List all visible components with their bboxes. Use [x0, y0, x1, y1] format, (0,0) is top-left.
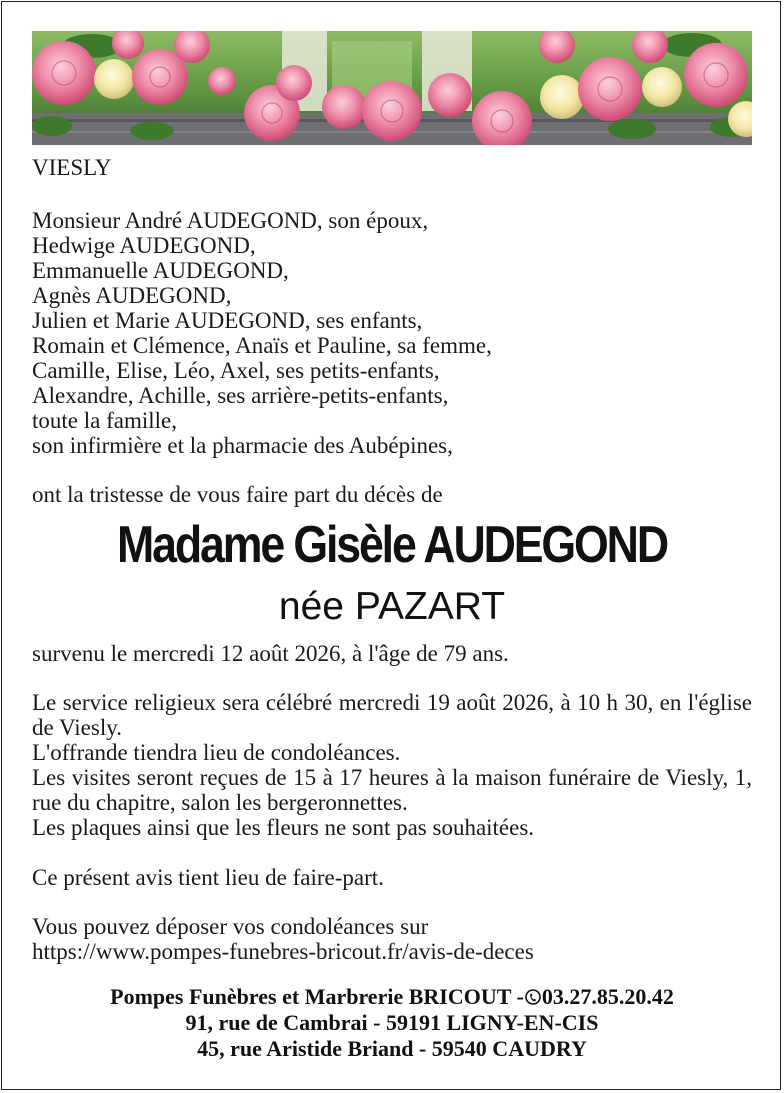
family-line: son infirmière et la pharmacie des Aubépines,	[32, 433, 453, 458]
address-line-2: 45, rue Aristide Briand - 59540 CAUDRY	[197, 1036, 587, 1061]
family-line: Emmanuelle AUDEGOND,	[32, 258, 289, 283]
address-line-1: 91, rue de Cambrai - 59191 LIGNY-EN-CIS	[185, 1010, 599, 1035]
phone-icon	[525, 988, 541, 1006]
deceased-name: Madame Gisèle AUDEGOND	[117, 516, 667, 574]
family-line: Julien et Marie AUDEGOND, ses enfants,	[32, 308, 423, 333]
family-line: Agnès AUDEGOND,	[32, 283, 232, 308]
announcement: ont la tristesse de vous faire part du décès de	[32, 482, 443, 507]
family-line: Hedwige AUDEGOND,	[32, 233, 256, 258]
notice-text: Ce présent avis tient lieu de faire-part.	[32, 865, 384, 890]
roses-banner	[32, 31, 752, 145]
funeral-home-footer	[0, 984, 784, 1062]
date-line: survenu le mercredi 12 août 2026, à l'âge de 79 ans.	[32, 641, 509, 666]
town-name: VIESLY	[32, 155, 112, 180]
offering-text: L'offrande tiendra lieu de condoléances.	[32, 740, 401, 765]
ceremony-text: Le service religieux sera célébré mercredi 19 août 2026, à 10 h 30, en l'église de Viesly.	[32, 690, 752, 740]
family-line: toute la famille,	[32, 408, 177, 433]
roses-image	[32, 31, 752, 145]
maiden-name: née PAZART	[278, 585, 506, 628]
service-details	[32, 690, 752, 840]
phone-number[interactable]: 03.27.85.20.42	[541, 984, 674, 1009]
condolences	[32, 914, 752, 964]
footer-company-line	[0, 984, 784, 1010]
family-list	[32, 208, 752, 458]
condolences-intro: Vous pouvez déposer vos condoléances sur	[32, 914, 429, 939]
family-line: Monsieur André AUDEGOND, son époux,	[32, 208, 429, 233]
condolences-url[interactable]: https://www.pompes-funebres-bricout.fr/avis-de-deces	[32, 939, 534, 964]
family-line: Camille, Elise, Léo, Axel, ses petits-enfants,	[32, 358, 440, 383]
flowers-text: Les plaques ainsi que les fleurs ne sont pas souhaitées.	[32, 815, 535, 840]
family-line: Romain et Clémence, Anaïs et Pauline, sa femme,	[32, 333, 492, 358]
visits-text: Les visites seront reçues de 15 à 17 heures à la maison funéraire de Viesly, 1, rue du chapitre, salon les bergeronnettes.	[32, 765, 752, 815]
family-line: Alexandre, Achille, ses arrière-petits-enfants,	[32, 383, 449, 408]
company-name: Pompes Funèbres et Marbrerie BRICOUT -	[110, 984, 524, 1009]
